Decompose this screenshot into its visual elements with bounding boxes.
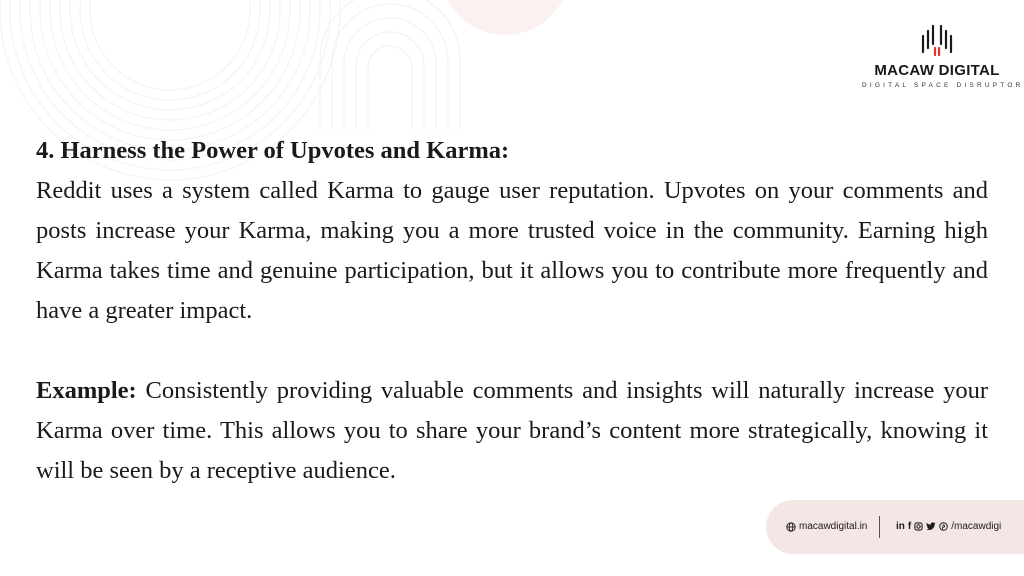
facebook-icon[interactable]: f: [907, 521, 912, 532]
website-link[interactable]: macawdigital.in: [799, 521, 868, 532]
instagram-icon[interactable]: [914, 522, 923, 531]
example-text: Consistently providing valuable comments and insights will naturally increase your Karma over time. This allows you to share your brand’s content more strategically, knowing it will be seen by a receptive audience.: [36, 377, 989, 484]
footer-contact-pill: [766, 500, 1024, 554]
globe-icon: [786, 522, 796, 532]
brand-tagline: DIGITAL SPACE DISRUPTOR: [862, 82, 1024, 89]
social-handle[interactable]: /macawdigi: [951, 521, 1002, 532]
section-paragraph: Reddit uses a system called Karma to gauge user reputation. Upvotes on your comments and posts increase your Karma, making you a more trusted voice in the community. Earning high Karma takes time and genuine participation, but it allows you to contribute more frequently and have a greater impact.: [36, 177, 988, 324]
footer-website[interactable]: [786, 521, 867, 532]
slide-content: [36, 131, 988, 491]
section-heading: 4. Harness the Power of Upvotes and Karma:: [36, 137, 510, 164]
example-label: Example:: [36, 377, 137, 404]
paragraph-spacer: [36, 331, 988, 371]
brand-name: MACAW DIGITAL: [874, 62, 1000, 79]
example-paragraph: [36, 371, 988, 491]
twitter-icon[interactable]: [926, 522, 936, 531]
linkedin-icon[interactable]: in: [896, 521, 905, 532]
macaw-logo-icon: [917, 22, 957, 58]
footer-divider: [879, 516, 880, 538]
pinterest-icon[interactable]: [939, 522, 948, 531]
brand-logo: [862, 22, 1024, 89]
footer-social-links: [896, 521, 1001, 532]
